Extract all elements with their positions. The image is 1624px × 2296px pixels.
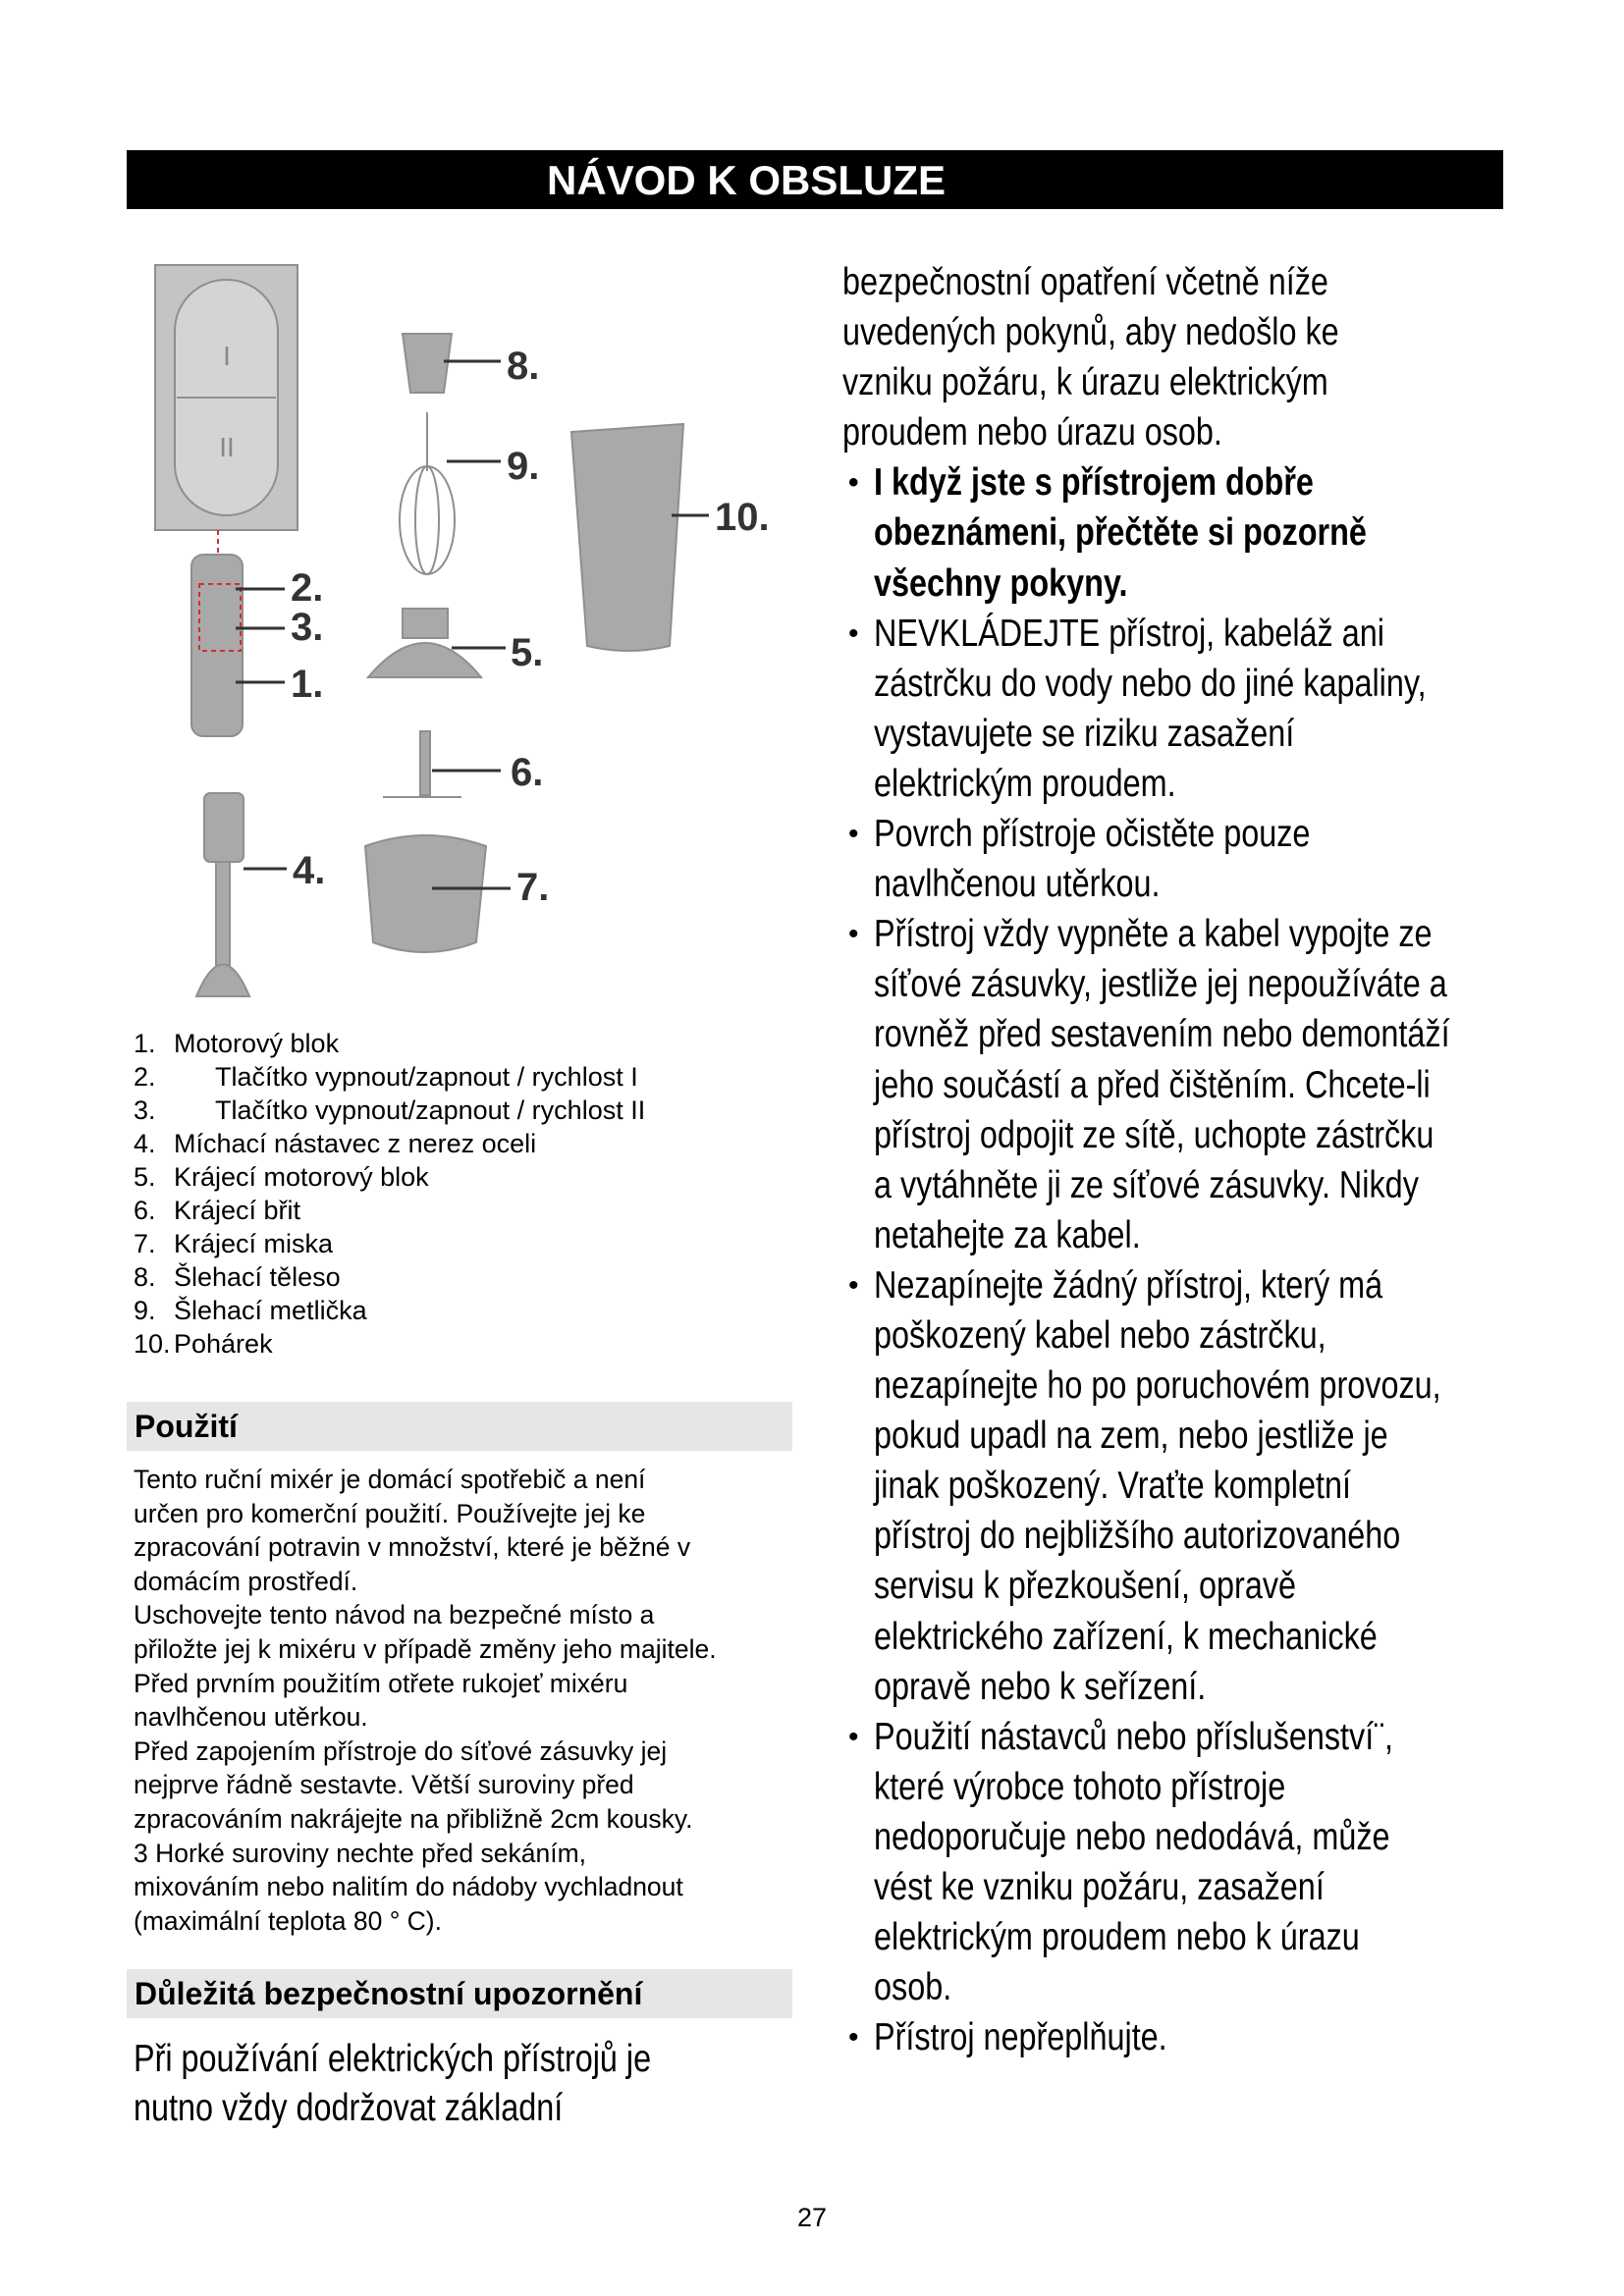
product-parts-figure bbox=[0, 0, 805, 1021]
bullet-item bbox=[842, 909, 1568, 1260]
bullet-line: Použití nástavců nebo příslušenství¨, bbox=[874, 1715, 1393, 1758]
bullet-line: vést ke vzniku požáru, zasažení bbox=[874, 1866, 1325, 1908]
bullet-line: elektrickým proudem nebo k úrazu bbox=[874, 1916, 1360, 1959]
document-title: NÁVOD K OBSLUZE bbox=[546, 157, 946, 203]
bullet-line: přístroj do nejbližšího autorizovaného bbox=[874, 1515, 1401, 1558]
beaker-part bbox=[571, 424, 683, 651]
bullet-line: osob. bbox=[874, 1966, 952, 2009]
part-number: 4. bbox=[134, 1129, 156, 1158]
part-number: 3. bbox=[134, 1095, 156, 1125]
parts-list-item bbox=[134, 1294, 645, 1327]
part-label: Pohárek bbox=[174, 1329, 273, 1359]
bullet-line: opravě nebo k seřízení. bbox=[874, 1665, 1207, 1708]
bullet-icon: • bbox=[848, 616, 859, 650]
figure-label-4: 4. bbox=[293, 849, 326, 892]
whisk-part bbox=[400, 466, 455, 574]
usage-text-line: určen pro komerční použití. Používejte jej ke bbox=[134, 1498, 646, 1528]
parts-list-item bbox=[134, 1027, 645, 1060]
bullet-icon: • bbox=[848, 818, 859, 851]
bullet-line: Povrch přístroje očistěte pouze bbox=[874, 813, 1311, 856]
intro-line: vzniku požáru, k úrazu elektrickým bbox=[842, 361, 1328, 404]
safety-intro-line: nutno vždy dodržovat základní bbox=[134, 2087, 564, 2129]
section-heading-usage: Použití bbox=[127, 1402, 792, 1451]
figure-label-10: 10. bbox=[715, 496, 770, 539]
part-label: Krájecí motorový blok bbox=[174, 1162, 429, 1192]
bullet-item bbox=[842, 457, 1568, 608]
bullet-line: jinak poškozený. Vraťte kompletní bbox=[874, 1465, 1351, 1508]
chopper-bowl-part bbox=[365, 835, 486, 952]
bullet-line: navlhčenou utěrkou. bbox=[874, 863, 1161, 906]
intro-line: proudem nebo úrazu osob. bbox=[842, 411, 1222, 454]
usage-text-line: (maximální teplota 80 ° C). bbox=[134, 1905, 442, 1936]
bullet-line: a vytáhněte ji ze síťové zásuvky. Nikdy bbox=[874, 1163, 1419, 1206]
bullet-line: netahejte za kabel. bbox=[874, 1213, 1141, 1256]
part-label: Míchací nástavec z nerez oceli bbox=[174, 1129, 537, 1158]
bullet-line: obeznámeni, přečtěte si pozorně bbox=[874, 511, 1367, 555]
figure-label-9: 9. bbox=[507, 445, 540, 488]
part-number: 10. bbox=[134, 1329, 171, 1359]
bullet-line: Přístroj vždy vypněte a kabel vypojte ze bbox=[874, 913, 1433, 956]
figure-label-5: 5. bbox=[511, 631, 544, 674]
bullet-line: síťové zásuvky, jestliže jej nepoužíváte a bbox=[874, 963, 1447, 1006]
part-label: Krájecí břit bbox=[174, 1196, 301, 1225]
usage-text-line: zpracováním nakrájejte na přibližně 2cm kousky. bbox=[134, 1803, 693, 1834]
part-label: Tlačítko vypnout/zapnout / rychlost I bbox=[215, 1062, 638, 1092]
usage-text-line: zpracování potravin v množství, které je běžné v bbox=[134, 1532, 691, 1563]
part-number: 5. bbox=[134, 1162, 156, 1192]
parts-list-item bbox=[134, 1327, 645, 1361]
bullet-icon: • bbox=[848, 2021, 859, 2055]
whisk-body-part bbox=[403, 334, 452, 393]
usage-text bbox=[134, 1463, 717, 1938]
figure-label-6: 6. bbox=[511, 751, 544, 794]
bullet-line: vystavujete se riziku zasažení bbox=[874, 712, 1295, 755]
usage-text-line: Před zapojením přístroje do síťové zásuvky jej bbox=[134, 1735, 668, 1766]
bullet-line: všechny pokyny. bbox=[874, 561, 1128, 605]
parts-list-item bbox=[134, 1260, 645, 1294]
safety-intro-text bbox=[134, 2035, 757, 2133]
parts-list-item bbox=[134, 1160, 645, 1194]
parts-list-item bbox=[134, 1060, 645, 1094]
usage-text-line: 3 Horké suroviny nechte před sekáním, bbox=[134, 1838, 587, 1868]
bullet-icon: • bbox=[848, 918, 859, 951]
part-label: Šlehací metlička bbox=[174, 1296, 367, 1325]
part-number: 2. bbox=[134, 1062, 156, 1092]
bullet-line: rovněž před sestavením nebo demontáží bbox=[874, 1013, 1450, 1056]
bullet-line: pokud upadl na zem, nebo jestliže je bbox=[874, 1415, 1388, 1458]
bullet-item bbox=[842, 1712, 1568, 2013]
figure-label-3: 3. bbox=[291, 606, 324, 649]
usage-text-line: Uschovejte tento návod na bezpečné místo a bbox=[134, 1600, 655, 1630]
usage-text-line: mixováním nebo nalitím do nádoby vychladnout bbox=[134, 1872, 683, 1902]
bullet-item bbox=[842, 2012, 1568, 2062]
bullet-line: které výrobce tohoto přístroje bbox=[874, 1765, 1286, 1808]
bullet-line: Přístroj nepřeplňujte. bbox=[874, 2016, 1167, 2059]
intro-line: uvedených pokynů, aby nedošlo ke bbox=[842, 311, 1339, 354]
parts-list-item bbox=[134, 1194, 645, 1227]
part-number: 9. bbox=[134, 1296, 156, 1325]
bullet-line: nedoporučuje nebo nedodává, může bbox=[874, 1815, 1390, 1858]
parts-list-item bbox=[134, 1127, 645, 1160]
usage-text-line: přiložte jej k mixéru v případě změny jeho majitele. bbox=[134, 1633, 717, 1664]
bullet-line: elektrickým proudem. bbox=[874, 762, 1176, 805]
bullet-item bbox=[842, 809, 1568, 909]
bullet-line: servisu k přezkoušení, opravě bbox=[874, 1565, 1297, 1608]
figure-label-8: 8. bbox=[507, 345, 540, 388]
part-number: 7. bbox=[134, 1229, 156, 1258]
part-label: Krájecí miska bbox=[174, 1229, 334, 1258]
blender-shaft-part bbox=[204, 793, 244, 862]
part-label: Tlačítko vypnout/zapnout / rychlost II bbox=[215, 1095, 646, 1125]
bullet-icon: • bbox=[848, 466, 859, 500]
bullet-line: Nezapínejte žádný přístroj, který má bbox=[874, 1263, 1383, 1307]
safety-intro-line: Při používání elektrických přístrojů je bbox=[134, 2038, 652, 2080]
bullet-line: NEVKLÁDEJTE přístroj, kabeláž ani bbox=[874, 612, 1384, 655]
part-number: 8. bbox=[134, 1262, 156, 1292]
usage-text-line: domácím prostředí. bbox=[134, 1566, 358, 1596]
part-number: 6. bbox=[134, 1196, 156, 1225]
figure-label-7: 7. bbox=[516, 866, 550, 909]
usage-text-line: navlhčenou utěrkou. bbox=[134, 1702, 368, 1733]
language-code: CS bbox=[1503, 157, 1561, 203]
bullet-line: jeho součástí a před čištěním. Chcete-li bbox=[874, 1063, 1431, 1106]
button-mark-1: I bbox=[223, 341, 231, 371]
figure-label-2: 2. bbox=[291, 566, 324, 610]
section-heading-safety: Důležitá bezpečnostní upozornění bbox=[127, 1969, 792, 2018]
bullet-line: přístroj odpojit ze sítě, uchopte zástrčku bbox=[874, 1113, 1435, 1156]
part-label: Motorový blok bbox=[174, 1029, 340, 1058]
bullet-line: elektrického zařízení, k mechanické bbox=[874, 1615, 1378, 1658]
bullet-item bbox=[842, 609, 1568, 809]
parts-list-item bbox=[134, 1227, 645, 1260]
part-label: Šlehací těleso bbox=[174, 1262, 341, 1292]
usage-text-line: nejprve řádně sestavte. Větší suroviny před bbox=[134, 1770, 634, 1800]
usage-text-line: Tento ruční mixér je domácí spotřebič a není bbox=[134, 1465, 646, 1494]
parts-list bbox=[134, 1027, 645, 1361]
bullet-line: poškozený kabel nebo zástrčku, bbox=[874, 1313, 1326, 1357]
bullet-line: I když jste s přístrojem dobře bbox=[874, 461, 1314, 505]
button-mark-2: II bbox=[219, 432, 235, 462]
bullet-item bbox=[842, 1260, 1568, 1712]
safety-instructions-column bbox=[842, 257, 1568, 2062]
bullet-line: zástrčku do vody nebo do jiné kapaliny, bbox=[874, 662, 1427, 705]
part-number: 1. bbox=[134, 1029, 156, 1058]
bullet-line: nezapínejte ho po poruchovém provozu, bbox=[874, 1364, 1441, 1408]
page-number: 27 bbox=[796, 2203, 828, 2232]
bullet-icon: • bbox=[848, 1268, 859, 1302]
parts-list-item bbox=[134, 1094, 645, 1127]
usage-text-line: Před prvním použitím otřete rukojeť mixéru bbox=[134, 1668, 628, 1698]
figure-label-1: 1. bbox=[291, 663, 324, 706]
chopper-blade-part bbox=[420, 731, 430, 795]
bullet-icon: • bbox=[848, 1720, 859, 1753]
intro-line: bezpečnostní opatření včetně níže bbox=[842, 261, 1328, 303]
